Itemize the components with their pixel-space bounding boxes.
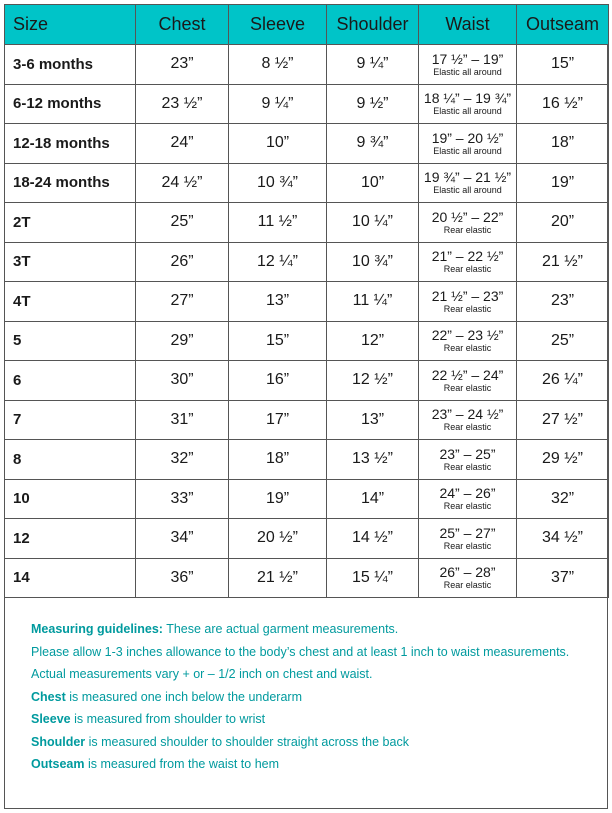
guidelines-text: These are actual garment measurements. — [162, 622, 399, 636]
waist-cell — [419, 45, 517, 85]
waist-range: 22 ½” – 24” — [431, 366, 504, 383]
waist-cell — [419, 479, 517, 519]
chest-cell: 27” — [136, 282, 229, 322]
size-cell: 12-18 months — [5, 124, 136, 164]
sleeve-note-label: Sleeve — [31, 712, 71, 726]
sleeve-cell: 12 ¼” — [229, 242, 327, 282]
shoulder-cell: 9 ¼” — [327, 45, 419, 85]
table-row — [5, 558, 609, 598]
waist-cell — [419, 361, 517, 401]
waist-range: 25” – 27” — [439, 524, 496, 541]
chest-cell: 25” — [136, 203, 229, 243]
waist-elastic-note: Rear elastic — [443, 303, 492, 314]
sleeve-cell: 20 ½” — [229, 519, 327, 559]
size-cell: 14 — [5, 558, 136, 598]
chest-cell: 31” — [136, 400, 229, 440]
waist-cell — [419, 242, 517, 282]
size-cell: 3T — [5, 242, 136, 282]
shoulder-cell: 10 ¼” — [327, 203, 419, 243]
chest-cell: 24 ½” — [136, 163, 229, 203]
sleeve-cell: 15” — [229, 321, 327, 361]
shoulder-cell: 13” — [327, 400, 419, 440]
chest-cell: 33” — [136, 479, 229, 519]
chest-cell: 29” — [136, 321, 229, 361]
shoulder-note-label: Shoulder — [31, 734, 86, 749]
table-row — [5, 242, 609, 282]
waist-range: 19 ¾” – 21 ½” — [423, 169, 512, 186]
size-cell: 10 — [5, 479, 136, 519]
size-cell: 3-6 months — [5, 45, 136, 85]
chest-cell: 30” — [136, 361, 229, 401]
chest-note — [31, 686, 601, 709]
table-row — [5, 519, 609, 559]
table-row — [5, 203, 609, 243]
waist-elastic-note: Elastic all around — [433, 106, 502, 117]
sleeve-cell: 8 ½” — [229, 45, 327, 85]
outseam-cell: 18” — [517, 124, 609, 164]
outseam-cell: 21 ½” — [517, 242, 609, 282]
waist-range: 19” – 20 ½” — [431, 129, 504, 146]
guidelines-label: Measuring guidelines: — [31, 622, 163, 636]
table-row — [5, 400, 609, 440]
sleeve-cell: 10 ¾” — [229, 163, 327, 203]
chest-cell: 32” — [136, 440, 229, 480]
waist-cell — [419, 400, 517, 440]
waist-cell — [419, 519, 517, 559]
column-header-chest: Chest — [136, 5, 229, 45]
waist-elastic-note: Rear elastic — [443, 580, 492, 591]
shoulder-cell: 12” — [327, 321, 419, 361]
column-header-outseam: Outseam — [517, 5, 609, 45]
chest-cell: 34” — [136, 519, 229, 559]
table-row — [5, 84, 609, 124]
waist-range: 26” – 28” — [439, 564, 496, 581]
shoulder-cell: 13 ½” — [327, 440, 419, 480]
sleeve-cell: 21 ½” — [229, 558, 327, 598]
table-row — [5, 124, 609, 164]
sleeve-cell: 13” — [229, 282, 327, 322]
waist-range: 20 ½” – 22” — [431, 208, 504, 225]
outseam-cell: 23” — [517, 282, 609, 322]
size-cell: 8 — [5, 440, 136, 480]
sleeve-cell: 19” — [229, 479, 327, 519]
shoulder-cell: 9 ½” — [327, 84, 419, 124]
table-row — [5, 321, 609, 361]
outseam-cell: 16 ½” — [517, 84, 609, 124]
outseam-cell: 32” — [517, 479, 609, 519]
waist-range: 18 ¼” – 19 ¾” — [423, 90, 512, 107]
outseam-cell: 25” — [517, 321, 609, 361]
size-cell: 18-24 months — [5, 163, 136, 203]
sleeve-note-text: is measured from shoulder to wrist — [70, 712, 266, 726]
outseam-cell: 19” — [517, 163, 609, 203]
waist-cell — [419, 84, 517, 124]
column-header-sleeve: Sleeve — [229, 5, 327, 45]
column-header-size: Size — [5, 5, 136, 45]
waist-range: 17 ½” – 19” — [431, 50, 504, 67]
outseam-cell: 15” — [517, 45, 609, 85]
sleeve-cell: 10” — [229, 124, 327, 164]
outseam-note-label: Outseam — [31, 757, 85, 771]
waist-elastic-note: Rear elastic — [443, 422, 492, 433]
waist-elastic-note: Elastic all around — [433, 145, 502, 156]
waist-range: 21 ½” – 23” — [431, 287, 504, 304]
size-cell: 5 — [5, 321, 136, 361]
column-header-waist: Waist — [419, 5, 517, 45]
waist-elastic-note: Rear elastic — [443, 382, 492, 393]
sleeve-note — [31, 708, 601, 731]
waist-cell — [419, 440, 517, 480]
chest-cell: 24” — [136, 124, 229, 164]
waist-elastic-note: Rear elastic — [443, 224, 492, 235]
shoulder-cell: 10 ¾” — [327, 242, 419, 282]
table-row — [5, 479, 609, 519]
outseam-cell: 29 ½” — [517, 440, 609, 480]
table-row — [5, 45, 609, 85]
table-row — [5, 440, 609, 480]
chest-note-text: is measured one inch below the underarm — [65, 689, 302, 704]
sleeve-cell: 18” — [229, 440, 327, 480]
size-cell: 6-12 months — [5, 84, 136, 124]
outseam-cell: 37” — [517, 558, 609, 598]
waist-cell — [419, 203, 517, 243]
sleeve-cell: 11 ½” — [229, 203, 327, 243]
waist-elastic-note: Rear elastic — [443, 264, 492, 275]
size-cell: 7 — [5, 400, 136, 440]
shoulder-cell: 11 ¼” — [327, 282, 419, 322]
column-header-shoulder: Shoulder — [327, 5, 419, 45]
table-header-row — [5, 5, 609, 45]
measuring-notes — [31, 618, 601, 776]
outseam-note — [31, 753, 601, 776]
table-body — [5, 45, 609, 598]
outseam-cell: 26 ¼” — [517, 361, 609, 401]
size-cell: 12 — [5, 519, 136, 559]
sleeve-cell: 9 ¼” — [229, 84, 327, 124]
waist-range: 21” – 22 ½” — [431, 248, 504, 265]
chest-cell: 36” — [136, 558, 229, 598]
table-row — [5, 163, 609, 203]
shoulder-cell: 14 ½” — [327, 519, 419, 559]
shoulder-cell: 14” — [327, 479, 419, 519]
outseam-cell: 27 ½” — [517, 400, 609, 440]
waist-cell — [419, 124, 517, 164]
size-cell: 6 — [5, 361, 136, 401]
sleeve-cell: 16” — [229, 361, 327, 401]
outseam-cell: 20” — [517, 203, 609, 243]
allowance-line: Please allow 1-3 inches allowance to the body’s chest and at least 1 inch to waist measurements. — [31, 644, 570, 659]
chest-cell: 23” — [136, 45, 229, 85]
shoulder-cell: 12 ½” — [327, 361, 419, 401]
size-cell: 2T — [5, 203, 136, 243]
waist-elastic-note: Rear elastic — [443, 540, 492, 551]
chest-cell: 26” — [136, 242, 229, 282]
sleeve-cell: 17” — [229, 400, 327, 440]
waist-elastic-note: Rear elastic — [443, 501, 492, 512]
shoulder-cell: 15 ¼” — [327, 558, 419, 598]
waist-elastic-note: Elastic all around — [433, 185, 502, 196]
size-cell: 4T — [5, 282, 136, 322]
waist-cell — [419, 163, 517, 203]
waist-elastic-note: Rear elastic — [443, 461, 492, 472]
waist-elastic-note: Rear elastic — [443, 343, 492, 354]
size-chart-table — [4, 4, 609, 598]
shoulder-cell: 9 ¾” — [327, 124, 419, 164]
chest-cell: 23 ½” — [136, 84, 229, 124]
waist-range: 23” – 25” — [439, 445, 496, 462]
waist-range: 23” – 24 ½” — [431, 406, 504, 423]
waist-cell — [419, 558, 517, 598]
variance-line: Actual measurements vary + or – 1/2 inch on chest and waist. — [31, 667, 373, 681]
waist-range: 22” – 23 ½” — [431, 327, 504, 344]
shoulder-note — [31, 731, 601, 754]
waist-range: 24” – 26” — [439, 485, 496, 502]
guidelines-line — [31, 618, 601, 641]
table-row — [5, 282, 609, 322]
table-row — [5, 361, 609, 401]
waist-cell — [419, 282, 517, 322]
waist-cell — [419, 321, 517, 361]
outseam-note-text: is measured from the waist to hem — [84, 757, 280, 771]
shoulder-cell: 10” — [327, 163, 419, 203]
outseam-cell: 34 ½” — [517, 519, 609, 559]
shoulder-note-text: is measured shoulder to shoulder straight across the back — [85, 734, 409, 749]
waist-elastic-note: Elastic all around — [433, 66, 502, 77]
chest-note-label: Chest — [31, 689, 66, 704]
